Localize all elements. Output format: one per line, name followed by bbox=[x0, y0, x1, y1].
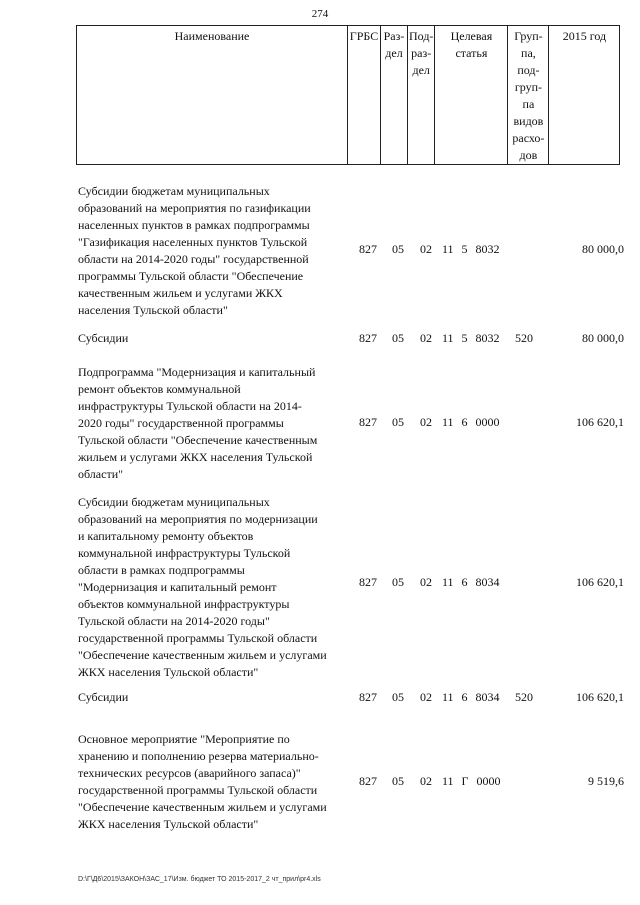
header-razdel-line: дел bbox=[385, 46, 403, 60]
row-name-line: Тульской области на 2014-2020 годы" bbox=[78, 614, 270, 628]
row-grbs: 827 bbox=[359, 575, 377, 589]
row-gruppa: 520 bbox=[515, 690, 533, 704]
row-name-line: области" bbox=[78, 467, 124, 481]
row-name-line: государственной программы Тульской области bbox=[78, 783, 318, 797]
row-razdel: 05 bbox=[392, 242, 404, 256]
row-name-line: Субсидии бюджетам муниципальных bbox=[78, 495, 270, 509]
header-podrazdel-line: раз- bbox=[411, 46, 432, 60]
row-razdel: 05 bbox=[392, 690, 404, 704]
row-sum: 106 620,1 bbox=[576, 690, 624, 704]
row-grbs: 827 bbox=[359, 331, 377, 345]
row-name-line: Субсидии bbox=[78, 690, 129, 704]
row-name bbox=[78, 689, 350, 706]
row-name-line: технических ресурсов (аварийного запаса)" bbox=[78, 766, 301, 780]
row-name-line: 2020 годы" государственной программы bbox=[78, 416, 284, 430]
row-name-line: населенных пунктов в рамках подпрограммы bbox=[78, 218, 310, 232]
row-name-line: области на 2014-2020 годы" государственной bbox=[78, 252, 309, 266]
row-gruppa: 520 bbox=[515, 331, 533, 345]
header-gruppa-line: видов bbox=[513, 114, 544, 128]
row-podrazdel: 02 bbox=[420, 331, 432, 345]
footer-file-path: D:\Г\Д6\2015\ЗАКОН\ЗАС_17\Изм. бюджет ТО 2015-2017_2 чт_прил\pr4.xls bbox=[78, 876, 321, 883]
row-name-line: инфраструктуры Тульской области на 2014- bbox=[78, 399, 302, 413]
row-name-line: хранению и пополнению резерва материально- bbox=[78, 749, 319, 763]
row-grbs: 827 bbox=[359, 690, 377, 704]
row-name bbox=[78, 364, 350, 483]
row-sum: 9 519,6 bbox=[588, 774, 624, 788]
row-name bbox=[78, 731, 350, 833]
header-razdel bbox=[381, 26, 408, 165]
row-grbs: 827 bbox=[359, 415, 377, 429]
row-name bbox=[78, 330, 350, 347]
row-name-line: "Обеспечение качественным жильем и услугами bbox=[78, 648, 327, 662]
row-celevaya: 11 Г 0000 bbox=[442, 774, 501, 788]
row-name-line: ЖКХ населения Тульской области" bbox=[78, 665, 259, 679]
header-gruppa-line: па bbox=[522, 97, 535, 111]
row-name-line: Субсидии бюджетам муниципальных bbox=[78, 184, 270, 198]
row-name-line: образований на мероприятия по модернизации bbox=[78, 512, 318, 526]
row-name-line: объектов коммунальной инфраструктуры bbox=[78, 597, 290, 611]
header-gruppa-line: па, bbox=[521, 46, 536, 60]
row-podrazdel: 02 bbox=[420, 774, 432, 788]
row-grbs: 827 bbox=[359, 242, 377, 256]
row-name-line: ремонт объектов коммунальной bbox=[78, 382, 241, 396]
row-name-line: государственной программы Тульской области bbox=[78, 631, 318, 645]
row-name bbox=[78, 494, 350, 681]
row-sum: 80 000,0 bbox=[582, 331, 624, 345]
row-name-line: программы Тульской области "Обеспечение bbox=[78, 269, 304, 283]
header-celevaya-line: статья bbox=[455, 46, 488, 60]
row-celevaya: 11 5 8032 bbox=[442, 331, 500, 345]
header-grbs: ГРБС bbox=[348, 26, 381, 165]
row-name-line: "Модернизация и капитальный ремонт bbox=[78, 580, 277, 594]
row-name bbox=[78, 183, 350, 319]
header-gruppa-line: груп- bbox=[514, 80, 543, 94]
header-gruppa-line: дов bbox=[519, 148, 538, 162]
row-name-line: жильем и услугами ЖКХ населения Тульской bbox=[78, 450, 313, 464]
header-podrazdel-line: дел bbox=[412, 63, 430, 77]
page-number: 274 bbox=[311, 8, 329, 20]
row-razdel: 05 bbox=[392, 415, 404, 429]
header-gruppa-line: расхо- bbox=[512, 131, 545, 145]
header-razdel-line: Раз- bbox=[383, 29, 405, 43]
table-header bbox=[76, 25, 620, 165]
row-sum: 106 620,1 bbox=[576, 575, 624, 589]
header-gruppa bbox=[508, 26, 549, 165]
row-name-line: качественным жильем и услугами ЖКХ bbox=[78, 286, 283, 300]
row-name-line: Подпрограмма "Модернизация и капитальный bbox=[78, 365, 316, 379]
row-razdel: 05 bbox=[392, 774, 404, 788]
row-name-line: Субсидии bbox=[78, 331, 129, 345]
row-name-line: и капитальному ремонту объектов bbox=[78, 529, 254, 543]
row-name-line: коммунальной инфраструктуры Тульской bbox=[78, 546, 291, 560]
header-podrazdel-line: Под- bbox=[409, 29, 434, 43]
row-grbs: 827 bbox=[359, 774, 377, 788]
row-celevaya: 11 6 8034 bbox=[442, 690, 500, 704]
row-celevaya: 11 5 8032 bbox=[442, 242, 500, 256]
row-sum: 106 620,1 bbox=[576, 415, 624, 429]
row-name-line: ЖКХ населения Тульской области" bbox=[78, 817, 259, 831]
header-celevaya-line: Целевая bbox=[450, 29, 493, 43]
row-name-line: населения Тульской области" bbox=[78, 303, 228, 317]
header-gruppa-line: Груп- bbox=[514, 29, 543, 43]
header-name: Наименование bbox=[77, 26, 348, 165]
row-podrazdel: 02 bbox=[420, 242, 432, 256]
row-name-line: Основное мероприятие "Мероприятие по bbox=[78, 732, 290, 746]
row-podrazdel: 02 bbox=[420, 415, 432, 429]
row-razdel: 05 bbox=[392, 331, 404, 345]
header-year: 2015 год bbox=[549, 26, 620, 165]
row-podrazdel: 02 bbox=[420, 690, 432, 704]
row-name-line: "Газификация населенных пунктов Тульской bbox=[78, 235, 308, 249]
row-name-line: области в рамках подпрограммы bbox=[78, 563, 245, 577]
header-celevaya bbox=[435, 26, 508, 165]
row-sum: 80 000,0 bbox=[582, 242, 624, 256]
row-name-line: "Обеспечение качественным жильем и услугами bbox=[78, 800, 327, 814]
row-celevaya: 11 6 8034 bbox=[442, 575, 500, 589]
row-razdel: 05 bbox=[392, 575, 404, 589]
header-gruppa-line: под- bbox=[517, 63, 540, 77]
row-name-line: Тульской области "Обеспечение качественным bbox=[78, 433, 318, 447]
header-podrazdel bbox=[408, 26, 435, 165]
row-celevaya: 11 6 0000 bbox=[442, 415, 500, 429]
row-name-line: образований на мероприятия по газификации bbox=[78, 201, 311, 215]
row-podrazdel: 02 bbox=[420, 575, 432, 589]
